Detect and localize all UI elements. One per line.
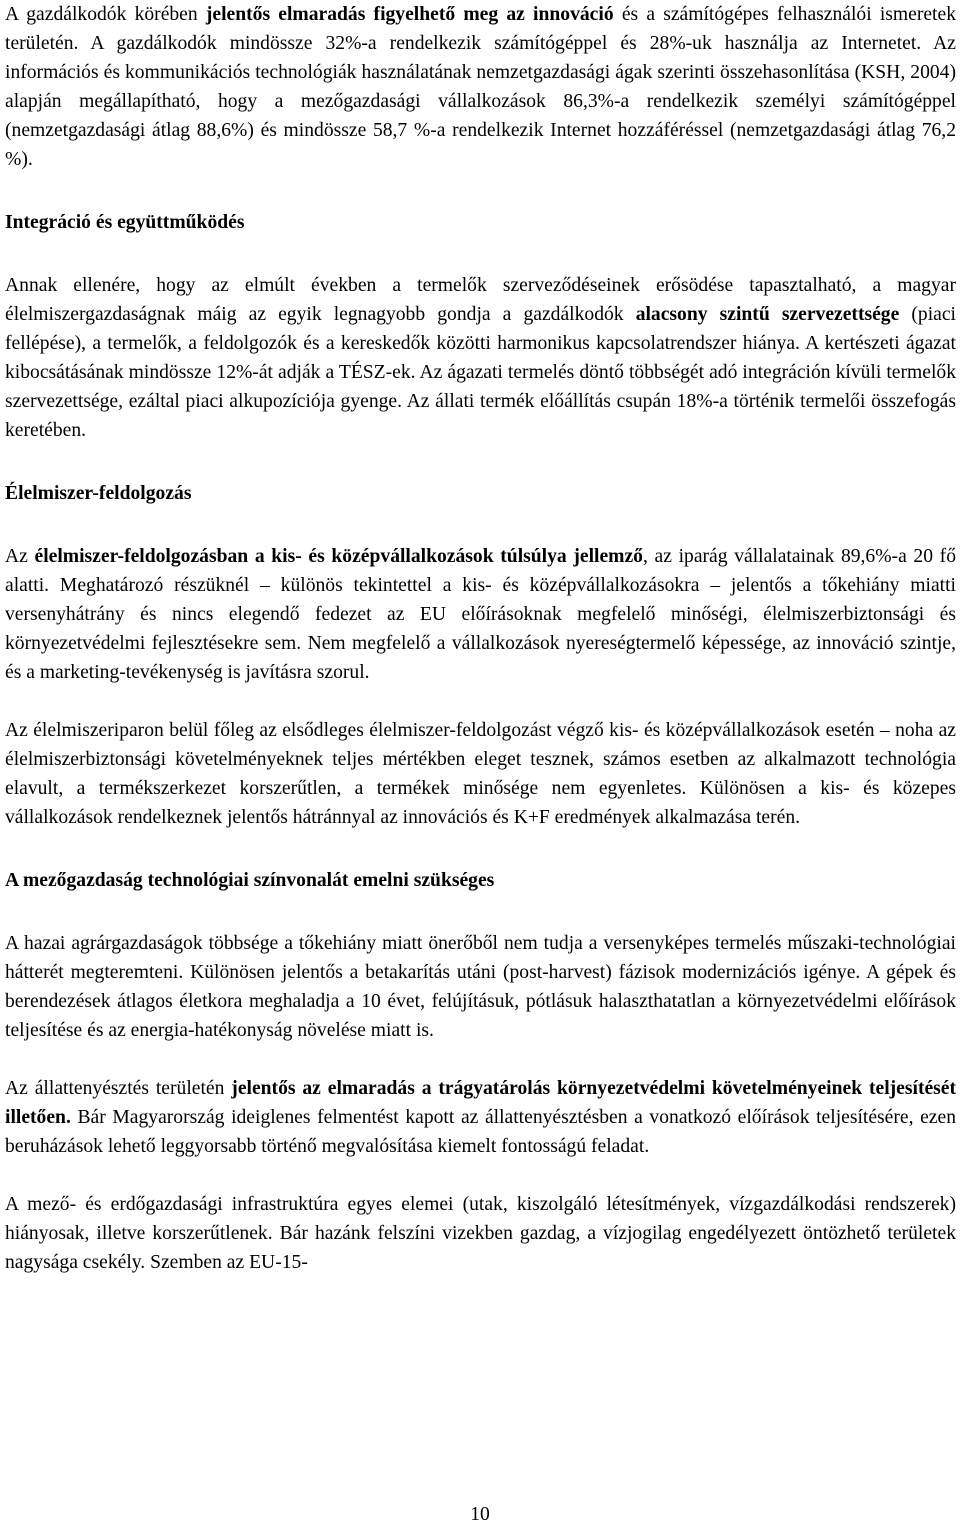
bold-emphasis: élelmiszer-feldolgozásban a kis- és középvállalkozások túlsúlya jellemző: [34, 546, 643, 567]
paragraph-text: , az iparág vállalatainak 89,6%-a 20 fő alatti. Meghatározó részüknél – különös tekintettel a kis- és középvállalkozásokra – jelentős a tőkehiány miatti versenyhátrány és nincs elegendő fedezet az EU előírásoknak megfelelő minőségi, élelmiszerbiztonsági és környezetvédelmi fejlesztésekre sem. Nem megfelelő a vállalkozások nyereségtermelő képessége, az innováció szintje, és a marketing-tevékenység is javításra szorul.: [5, 546, 956, 683]
heading-technology: A mezőgazdaság technológiai színvonalát emelni szükséges: [5, 870, 495, 891]
paragraph-text: és a számítógépes felhasználói ismeretek területén. A gazdálkodók mindössze 32%-a rendelkezik számítógéppel és 28%-uk használja az Internetet. Az információs és kommunikációs technológiák használatának nemzetgazdasági ágak szerinti összehasonlítása (KSH, 2004) alapján megállapítható, hogy a mezőgazdasági vállalkozások 86,3%-a rendelkezik személyi számítógéppel (nemzetgazdasági átlag 88,6%) és mindössze 58,7 %-a rendelkezik Internet hozzáféréssel (nemzetgazdasági átlag 76,2 %).: [5, 4, 956, 170]
paragraph-food-processing: [5, 542, 956, 687]
bold-emphasis: alacsony szintű szervezettsége: [635, 304, 900, 325]
paragraph-text: (piaci fellépése), a termelők, a feldolgozók és a kereskedők közötti harmonikus kapcsolatrendszer hiánya. A kertészeti ágazat kibocsátásának mindössze 12%-át adják a TÉSZ-ek. Az ágazati termelés döntő többségét adó integráción kívüli termelők szervezettsége, ezáltal piaci alkupozíciója gyenge. Az állati termék előállítás csupán 18%-a történik termelői összefogás keretében.: [5, 304, 956, 441]
paragraph-food-industry: Az élelmiszeriparon belül főleg az elsődleges élelmiszer-feldolgozást végző kis- és középvállalkozások esetén – noha az élelmiszerbiztonsági követelményeknek teljes mértékben eleget tesznek, számos esetben az alkalmazott technológia elavult, a termékszerkezet korszerűtlen, a termékek minősége nem egyenletes. Különösen a kis- és közepes vállalkozások rendelkeznek jelentős hátránnyal az innovációs és K+F eredmények alkalmazása terén.: [5, 720, 956, 828]
heading-integration: Integráció és együttműködés: [5, 212, 245, 233]
paragraph-text: Bár Magyarország ideiglenes felmentést kapott az állattenyésztésben a vonatkozó előírások teljesítésére, ezen beruházások lehető leggyorsabb történő megvalósítása kiemelt fontosságú feladat.: [5, 1107, 956, 1157]
bold-emphasis: jelentős elmaradás figyelhető meg az innováció: [205, 4, 614, 25]
page-number: 10: [470, 1504, 490, 1525]
paragraph-text: Az: [5, 546, 35, 567]
paragraph-integration: [5, 271, 956, 445]
document-page: [5, 0, 956, 1277]
paragraph-technology: A hazai agrárgazdaságok többsége a tőkehiány miatt önerőből nem tudja a versenyképes termelés műszaki-technológiai hátterét megteremteni. Különösen jelentős a betakarítás utáni (post-harvest) fázisok modernizációs igénye. A gépek és berendezések átlagos életkora meghaladja a 10 évet, felújításuk, pótlásuk halaszthatatlan a környezetvédelmi előírások teljesítése és az energia-hatékonyság növelése miatt is.: [5, 933, 956, 1041]
paragraph-text: A gazdálkodók körében: [5, 4, 206, 25]
paragraph-innovation: [5, 0, 956, 174]
paragraph-infrastructure: A mező- és erdőgazdasági infrastruktúra egyes elemei (utak, kiszolgáló létesítmények, vízgazdálkodási rendszerek) hiányosak, illetve korszerűtlenek. Bár hazánk felszíni vizekben gazdag, a vízjogilag engedélyezett öntözhető területek nagysága csekély. Szemben az EU-15-: [5, 1194, 956, 1273]
heading-food-processing: Élelmiszer-feldolgozás: [5, 483, 192, 504]
paragraph-livestock: [5, 1074, 956, 1161]
bold-emphasis: jelentős az elmaradás a trágyatárolás környezetvédelmi követelményeinek teljesítését illetően.: [5, 1078, 957, 1128]
paragraph-text: Annak ellenére, hogy az elmúlt években a termelők szerveződéseinek erősödése tapasztalható, a magyar élelmiszergazdaságnak máig az egyik legnagyobb gondja a gazdálkodók: [5, 275, 956, 325]
paragraph-text: Az állattenyésztés területén: [5, 1078, 232, 1099]
